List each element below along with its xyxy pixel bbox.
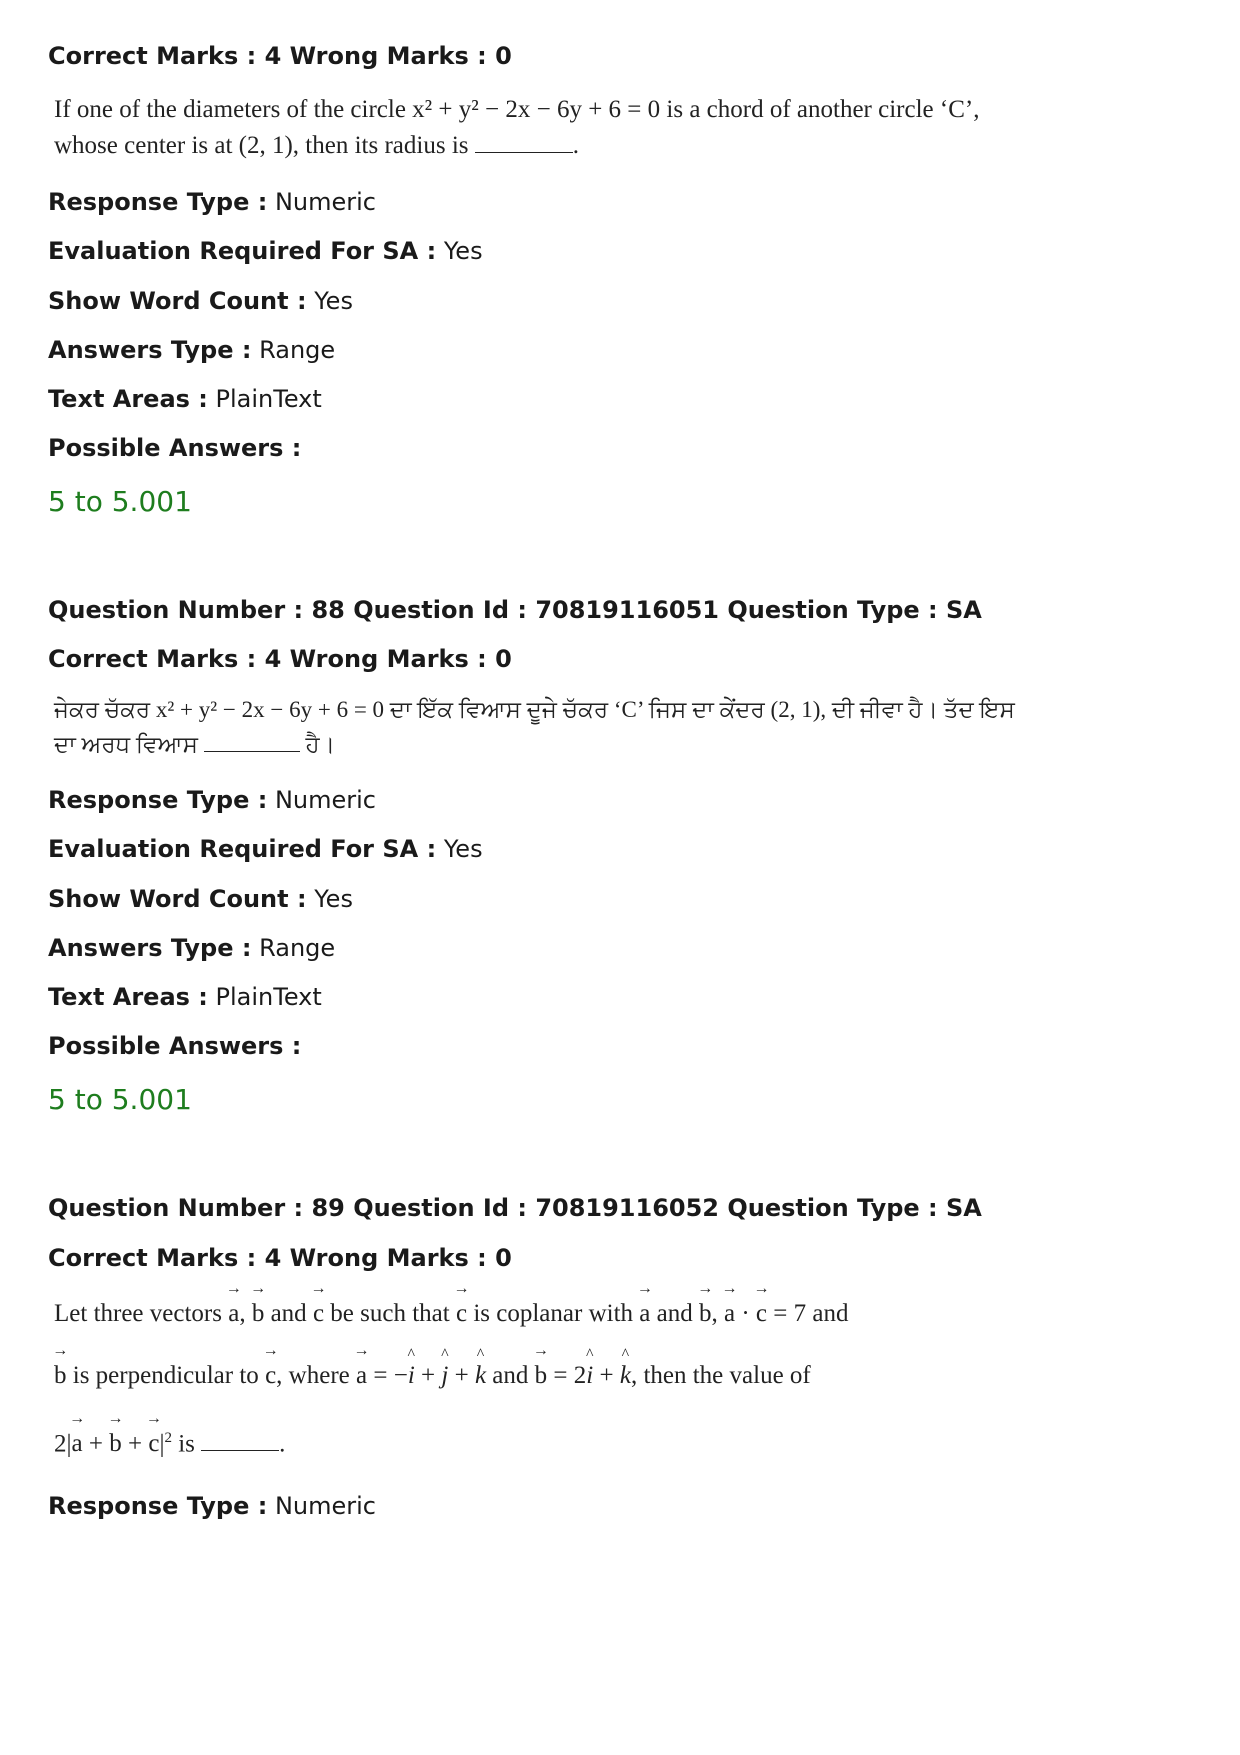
value: Numeric (274, 188, 376, 216)
label: Response Type : (48, 1492, 268, 1520)
answer-blank (201, 1432, 279, 1451)
q88-answers-type (48, 934, 335, 962)
q87-marks: Correct Marks : 4 Wrong Marks : 0 (48, 42, 512, 70)
value: Range (259, 336, 336, 364)
q88-question-end: ਹੈ। (305, 732, 336, 757)
answer-blank (475, 134, 573, 153)
q89-question-line2: → b is perpendicular to → c, where → a = −^ i + ^ j + ^ k and → b = 2^ i + ^ k, then the value of (54, 1362, 811, 1390)
q88-possible-answer: 5 to 5.001 (48, 1083, 192, 1116)
q88-text-areas (48, 983, 322, 1011)
value: PlainText (215, 385, 322, 413)
value: Range (259, 934, 336, 962)
label: Response Type : (48, 786, 268, 814)
label: Evaluation Required For SA : (48, 835, 437, 863)
value: Numeric (274, 1492, 376, 1520)
label: Answers Type : (48, 336, 252, 364)
q88-possible-answers-label: Possible Answers : (48, 1032, 302, 1060)
q89-response-type (48, 1492, 376, 1520)
q87-possible-answers-label: Possible Answers : (48, 434, 302, 462)
value: Yes (443, 835, 483, 863)
q88-question-text: ਦਾ ਅਰਧ ਵਿਆਸ (54, 732, 198, 757)
q89-marks: Correct Marks : 4 Wrong Marks : 0 (48, 1244, 512, 1272)
label: Text Areas : (48, 983, 208, 1011)
q89-header: Question Number : 89 Question Id : 70819116052 Question Type : SA (48, 1194, 982, 1222)
q87-evaluation (48, 237, 483, 265)
q87-possible-answer: 5 to 5.001 (48, 485, 192, 518)
q87-word-count (48, 287, 353, 315)
label: Text Areas : (48, 385, 208, 413)
q89-question-line1: Let three vectors → a, → b and → c be such that → c is coplanar with → a and → b, → a · → c = 7 and (54, 1300, 848, 1328)
q88-evaluation (48, 835, 483, 863)
answer-blank (204, 733, 300, 752)
q87-answers-type (48, 336, 335, 364)
q88-word-count (48, 885, 353, 913)
q87-text-areas (48, 385, 322, 413)
q87-question-line1: If one of the diameters of the circle x² + y² − 2x − 6y + 6 = 0 is a chord of another circle ‘C’, (54, 96, 980, 123)
value: Yes (314, 885, 353, 913)
q89-question-line3: 2|→ a + → b + → $c|^2$ is . (54, 1430, 285, 1458)
q88-marks: Correct Marks : 4 Wrong Marks : 0 (48, 645, 512, 673)
q88-header: Question Number : 88 Question Id : 70819116051 Question Type : SA (48, 596, 982, 624)
q88-question-line2 (54, 732, 335, 758)
q88-response-type (48, 786, 376, 814)
label: Evaluation Required For SA : (48, 237, 437, 265)
label: Answers Type : (48, 934, 252, 962)
q88-question-line1: ਜੇਕਰ ਚੱਕਰ x² + y² − 2x − 6y + 6 = 0 ਦਾ ਇੱਕ ਵਿਆਸ ਦੂਜੇ ਚੱਕਰ ‘C’ ਜਿਸ ਦਾ ਕੇਂਦਰ (2, 1), ਦੀ ਜੀਵਾ ਹੈ। ਤੱਦ ਇਸ (54, 697, 1015, 722)
q87-response-type (48, 188, 376, 216)
value: Yes (314, 287, 353, 315)
label: Response Type : (48, 188, 268, 216)
value: Yes (443, 237, 483, 265)
value: Numeric (274, 786, 376, 814)
label: Show Word Count : (48, 287, 307, 315)
label: Show Word Count : (48, 885, 307, 913)
q87-question-text: whose center is at (2, 1), then its radius is (54, 132, 469, 159)
value: PlainText (215, 983, 322, 1011)
q87-question-line2: whose center is at (2, 1), then its radius is . (54, 132, 579, 159)
